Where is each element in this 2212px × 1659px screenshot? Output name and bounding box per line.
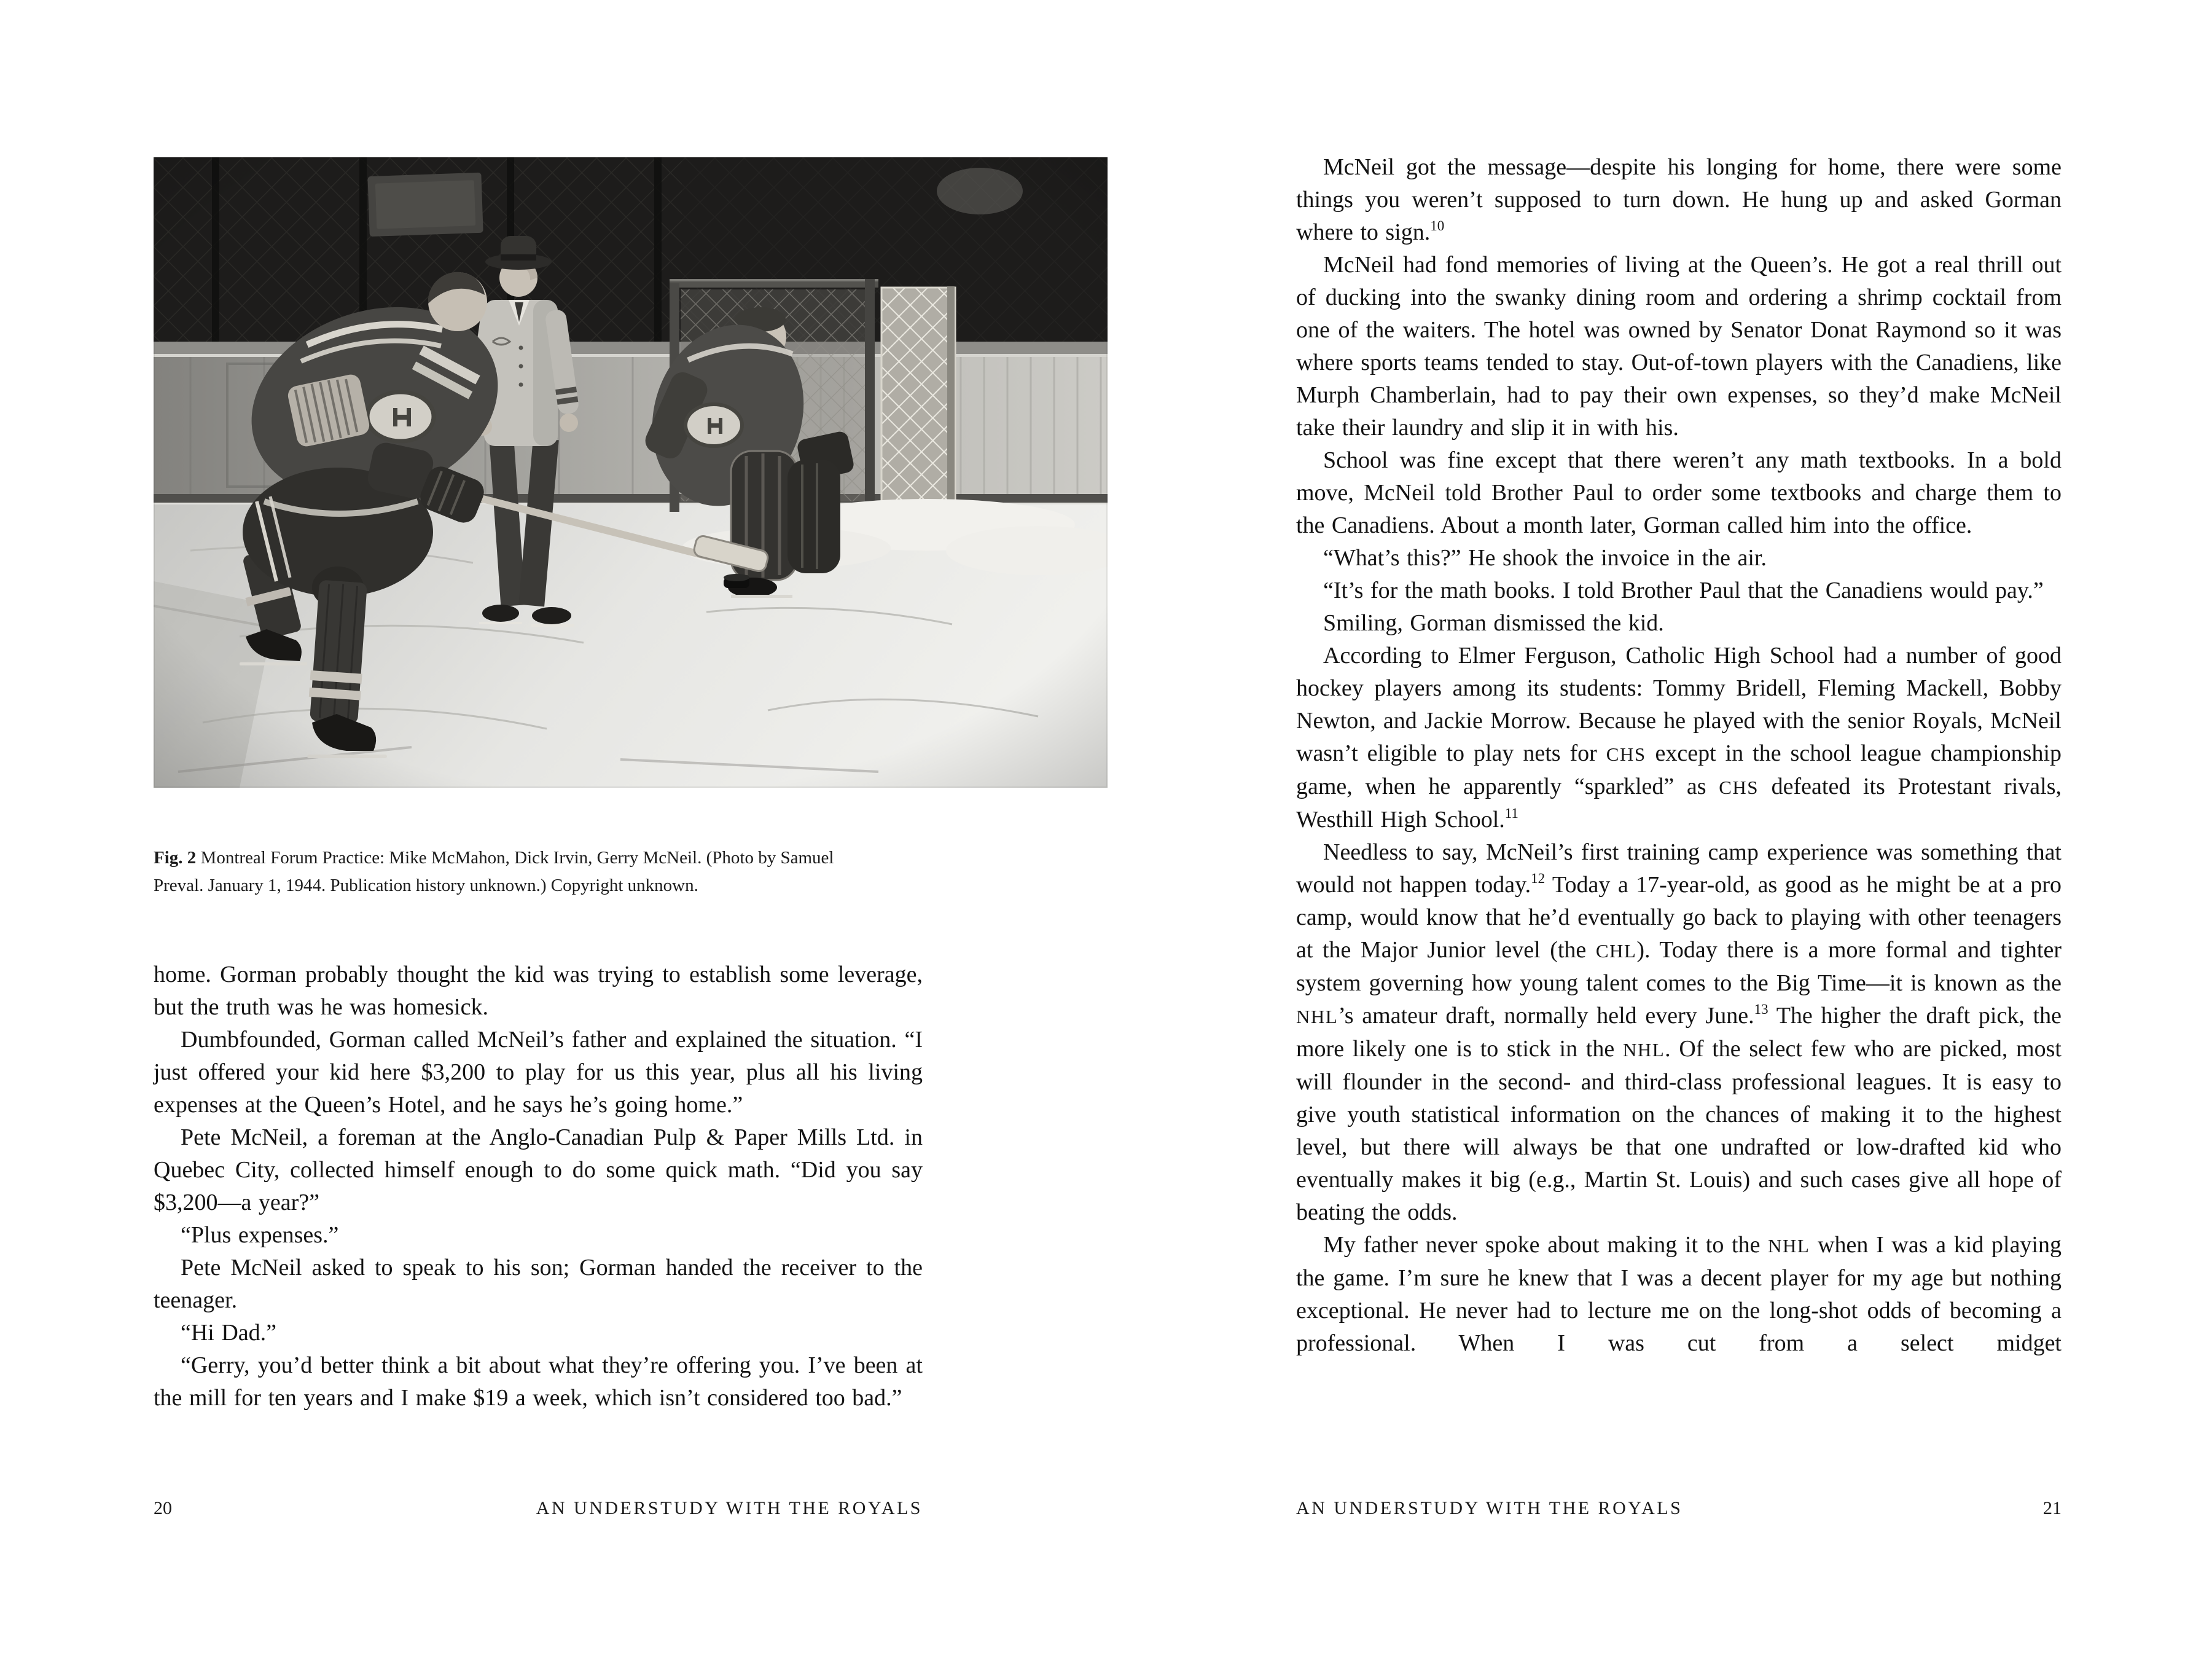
- text-run: “It’s for the math books. I told Brother Paul that the Canadiens would pay.”: [1323, 578, 2044, 603]
- body-paragraph: [154, 959, 923, 1024]
- small-caps-abbr: NHL: [1622, 1039, 1665, 1061]
- body-paragraph: [1296, 249, 2062, 444]
- text-run: Dumbfounded, Gorman called McNeil’s father and explained the situation. “I just offered your kid here $3,200 to play for us this year, plus all his living expenses at the Queen’s Hotel, and he says he’s going home.”: [154, 1027, 923, 1118]
- text-run: My father never spoke about making it to the: [1323, 1232, 1768, 1258]
- text-run: School was fine except that there weren’t any math textbooks. In a bold move, McNeil told Brother Paul to order some textbooks and charge them to the Canadiens. About a month later, Gorman called him into the office.: [1296, 447, 2062, 538]
- text-run: Today a 17-year-old, as good as he might be at a pro camp, would know that he’d eventually go back to playing with other teenagers at the Major Junior level (the: [1296, 872, 2062, 963]
- body-paragraph: [1296, 640, 2062, 836]
- body-paragraph: [154, 1219, 923, 1252]
- left-page-number: 20: [154, 1498, 172, 1518]
- body-paragraph: [1296, 444, 2062, 542]
- text-run: The higher the draft pick, the more likely one is to stick in the: [1296, 1003, 2062, 1062]
- small-caps-abbr: NHL: [1296, 1006, 1339, 1027]
- small-caps-abbr: CHS: [1719, 777, 1759, 798]
- text-run: “What’s this?” He shook the invoice in the air.: [1323, 545, 1767, 571]
- right-page-footer: [1296, 1498, 2062, 1519]
- figure-caption-text: Montreal Forum Practice: Mike McMahon, Dick Irvin, Gerry McNeil. (Photo by Samuel Preval. January 1, 1944. Publication history unknown.) Copyright unknown.: [154, 848, 834, 895]
- figure-caption: [154, 844, 881, 900]
- text-run: except in the school league championship game, when he apparently “sparkled” as: [1296, 740, 2062, 799]
- text-run: when I was a kid playing the game. I’m sure he knew that I was a decent player for my age but nothing exceptional. He never had to lecture me on the long-shot odds of becoming a professional. When I was cut from a select midget: [1296, 1232, 2062, 1356]
- body-paragraph: [1296, 575, 2062, 607]
- footnote-ref: 11: [1504, 806, 1518, 821]
- text-run: McNeil had fond memories of living at the Queen’s. He got a real thrill out of ducking into the swanky dining room and ordering a shrimp cocktail from one of the waiters. The hotel was owned by Senator Donat Raymond so it was where sports teams tended to stay. Out-of-town players with the Canadiens, like Murph Chamberlain, had to pay their own expenses, so they’d make McNeil take their laundry and slip it in with his.: [1296, 252, 2062, 441]
- body-paragraph: [154, 1121, 923, 1219]
- right-page-number: 21: [2043, 1498, 2062, 1518]
- text-run: Needless to say, McNeil’s first training camp experience was something that would not happen today.: [1296, 839, 2062, 898]
- text-run: “Gerry, you’d better think a bit about what they’re offering you. I’ve been at the mill for ten years and I make $19 a week, which isn’t considered too bad.”: [154, 1352, 923, 1411]
- footnote-ref: 12: [1531, 871, 1546, 886]
- figure-caption-label: Fig. 2: [154, 848, 197, 868]
- text-run: Pete McNeil, a foreman at the Anglo-Canadian Pulp & Paper Mills Ltd. in Quebec City, collected himself enough to do some quick math. “Did you say $3,200—a year?”: [154, 1124, 923, 1215]
- body-paragraph: [154, 1024, 923, 1121]
- text-run: Pete McNeil asked to speak to his son; Gorman handed the receiver to the teenager.: [154, 1255, 923, 1313]
- body-paragraph: [154, 1252, 923, 1317]
- body-paragraph: [1296, 151, 2062, 249]
- text-run: defeated its Protestant rivals, Westhill High School.: [1296, 774, 2062, 833]
- left-running-title: AN UNDERSTUDY WITH THE ROYALS: [536, 1498, 923, 1518]
- body-paragraph: [1296, 542, 2062, 575]
- text-run: ). Today there is a more formal and tighter system governing how young talent comes to the Big Time—it is known as the: [1296, 937, 2062, 996]
- text-run: home. Gorman probably thought the kid was trying to establish some leverage, but the truth was he was homesick.: [154, 962, 923, 1020]
- left-page-body: [154, 959, 923, 1414]
- footnote-ref: 13: [1754, 1002, 1768, 1017]
- right-running-title: AN UNDERSTUDY WITH THE ROYALS: [1296, 1498, 1683, 1518]
- body-paragraph: [1296, 1229, 2062, 1360]
- body-paragraph: [154, 1317, 923, 1349]
- text-run: “Hi Dad.”: [181, 1320, 277, 1346]
- right-page-body: [1296, 151, 2062, 1360]
- footnote-ref: 10: [1430, 218, 1445, 233]
- body-paragraph: [1296, 836, 2062, 1229]
- text-run: McNeil got the message—despite his longing for home, there were some things you weren’t supposed to turn down. He hung up and asked Gorman where to sign.: [1296, 154, 2062, 245]
- body-paragraph: [154, 1349, 923, 1414]
- small-caps-abbr: CHS: [1606, 743, 1646, 765]
- text-run: Smiling, Gorman dismissed the kid.: [1323, 610, 1664, 636]
- small-caps-abbr: NHL: [1768, 1235, 1810, 1257]
- text-run: . Of the select few who are picked, most will flounder in the second- and third-class professional leagues. It is easy to give youth statistical information on the chances of making it to the highest level, but there will always be that one undrafted or low-drafted kid who eventually makes it big (e.g., Martin St. Louis) and such cases give all hope of beating the odds.: [1296, 1036, 2062, 1225]
- hockey-practice-photo: [154, 157, 1108, 788]
- text-run: “Plus expenses.”: [181, 1222, 339, 1248]
- body-paragraph: [1296, 607, 2062, 640]
- text-run: According to Elmer Ferguson, Catholic High School had a number of good hockey players among its students: Tommy Bridell, Fleming Mackell, Bobby Newton, and Jackie Morrow. Because he played with the senior Royals, McNeil wasn’t eligible to play nets for: [1296, 643, 2062, 766]
- left-page-footer: [154, 1498, 923, 1519]
- small-caps-abbr: CHL: [1595, 940, 1637, 962]
- text-run: ’s amateur draft, normally held every June.: [1338, 1003, 1754, 1029]
